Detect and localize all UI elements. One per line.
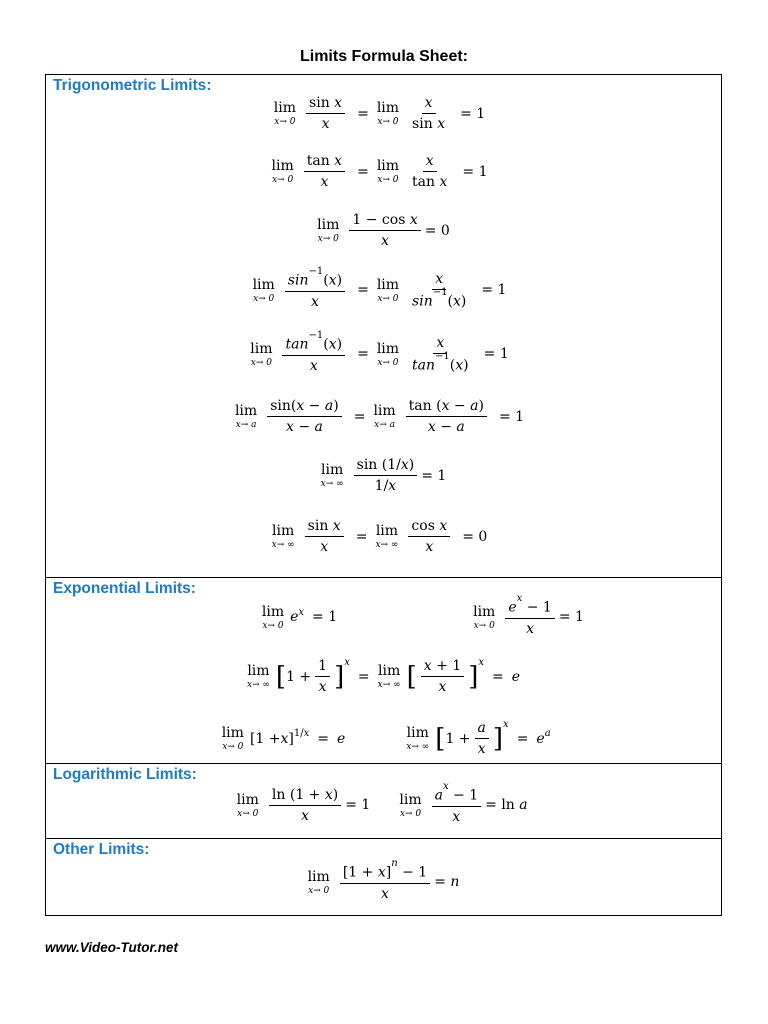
other-section bbox=[46, 838, 721, 915]
formula-trig-2: lim x→ 0 $\frac{\text{tan x}}{x}$ = lim x→ 0 $\frac{x}{\text{tan x}}$ = 1 bbox=[271, 153, 488, 190]
formula-table bbox=[45, 74, 722, 916]
formula-log-row bbox=[46, 781, 721, 825]
formula-exp-5: lim x→ ∞ [ 1 + $\frac{a}{x}$ ] x = e a bbox=[406, 719, 551, 757]
log-heading: Logarithmic Limits: bbox=[53, 766, 197, 783]
formula-exp-row3 bbox=[46, 720, 721, 757]
formula-trig-5: lim x→ 0 $\frac{\tan^{-1}(x)}{x}$ = lim x→ 0 $\frac{x}{\tan^{-1}(x)}$ = 1 bbox=[250, 330, 509, 374]
formula-trig-3: lim x→ 0 $\frac{\text{1 − cos x}}{x}$ = 0 bbox=[317, 212, 450, 249]
formula-trig-4: lim x→ 0 $\frac{\sin^{-1}(x)}{x}$ = lim x→ 0 $\frac{x}{\sin^{-1}(x)}$ = 1 bbox=[252, 266, 507, 310]
formula-trig-6: lim x→ a $\frac{\sin(x - a)}{x - a}$ = lim x→ a $\frac{\tan (x - a)}{x - a}$ = 1 bbox=[234, 398, 525, 435]
formula-log-1: lim x→ 0 $\frac{\ln (1 + x)}{x}$ = 1 bbox=[236, 786, 371, 824]
footer-url: www.Video-Tutor.net bbox=[45, 940, 179, 955]
formula-exp-3: lim x→ ∞ [ 1 + $\frac{1}{x}$ ] x = lim x→ ∞ [ $\frac{x + 1}{x}$ ] x = e bbox=[246, 657, 521, 695]
other-heading: Other Limits: bbox=[53, 841, 150, 858]
trig-heading: Trigonometric Limits: bbox=[53, 77, 212, 94]
formula-trig-7: lim x→ ∞ $\frac{\sin (1/x)}{1/x}$ = 1 bbox=[320, 457, 447, 494]
log-section bbox=[46, 763, 721, 838]
exp-heading: Exponential Limits: bbox=[53, 580, 196, 597]
formula-other-1: lim x→ 0 $\frac{[1 + x]^n - 1}{x}$ = n bbox=[307, 858, 460, 902]
formula-exp-row1 bbox=[46, 593, 721, 637]
formula-exp-2: lim x→ 0 $\frac{e^x - 1}{x}$ = 1 bbox=[473, 593, 584, 637]
formula-trig-1: lim x→ 0 $\frac{\text{sin x}}{x}$ = lim x→ 0 $\frac{x}{\text{sin x}}$ = 1 bbox=[273, 95, 486, 132]
page-title: Limits Formula Sheet: bbox=[299, 48, 469, 65]
trig-section bbox=[46, 75, 721, 577]
formula-trig-8: lim x→ ∞ $\frac{\text{sin x}}{x}$ = lim x→ ∞ $\frac{\text{cos x}}{x}$ = 0 bbox=[271, 518, 488, 555]
exp-section bbox=[46, 577, 721, 763]
formula-log-2: lim x→ 0 $\frac{a^x - 1}{x}$ = ln a bbox=[399, 781, 528, 825]
formula-exp-4: lim x→ 0 [1 + x ] 1/x = e bbox=[221, 725, 346, 752]
formula-exp-1: lim x→ 0 e x = 1 bbox=[261, 603, 338, 631]
